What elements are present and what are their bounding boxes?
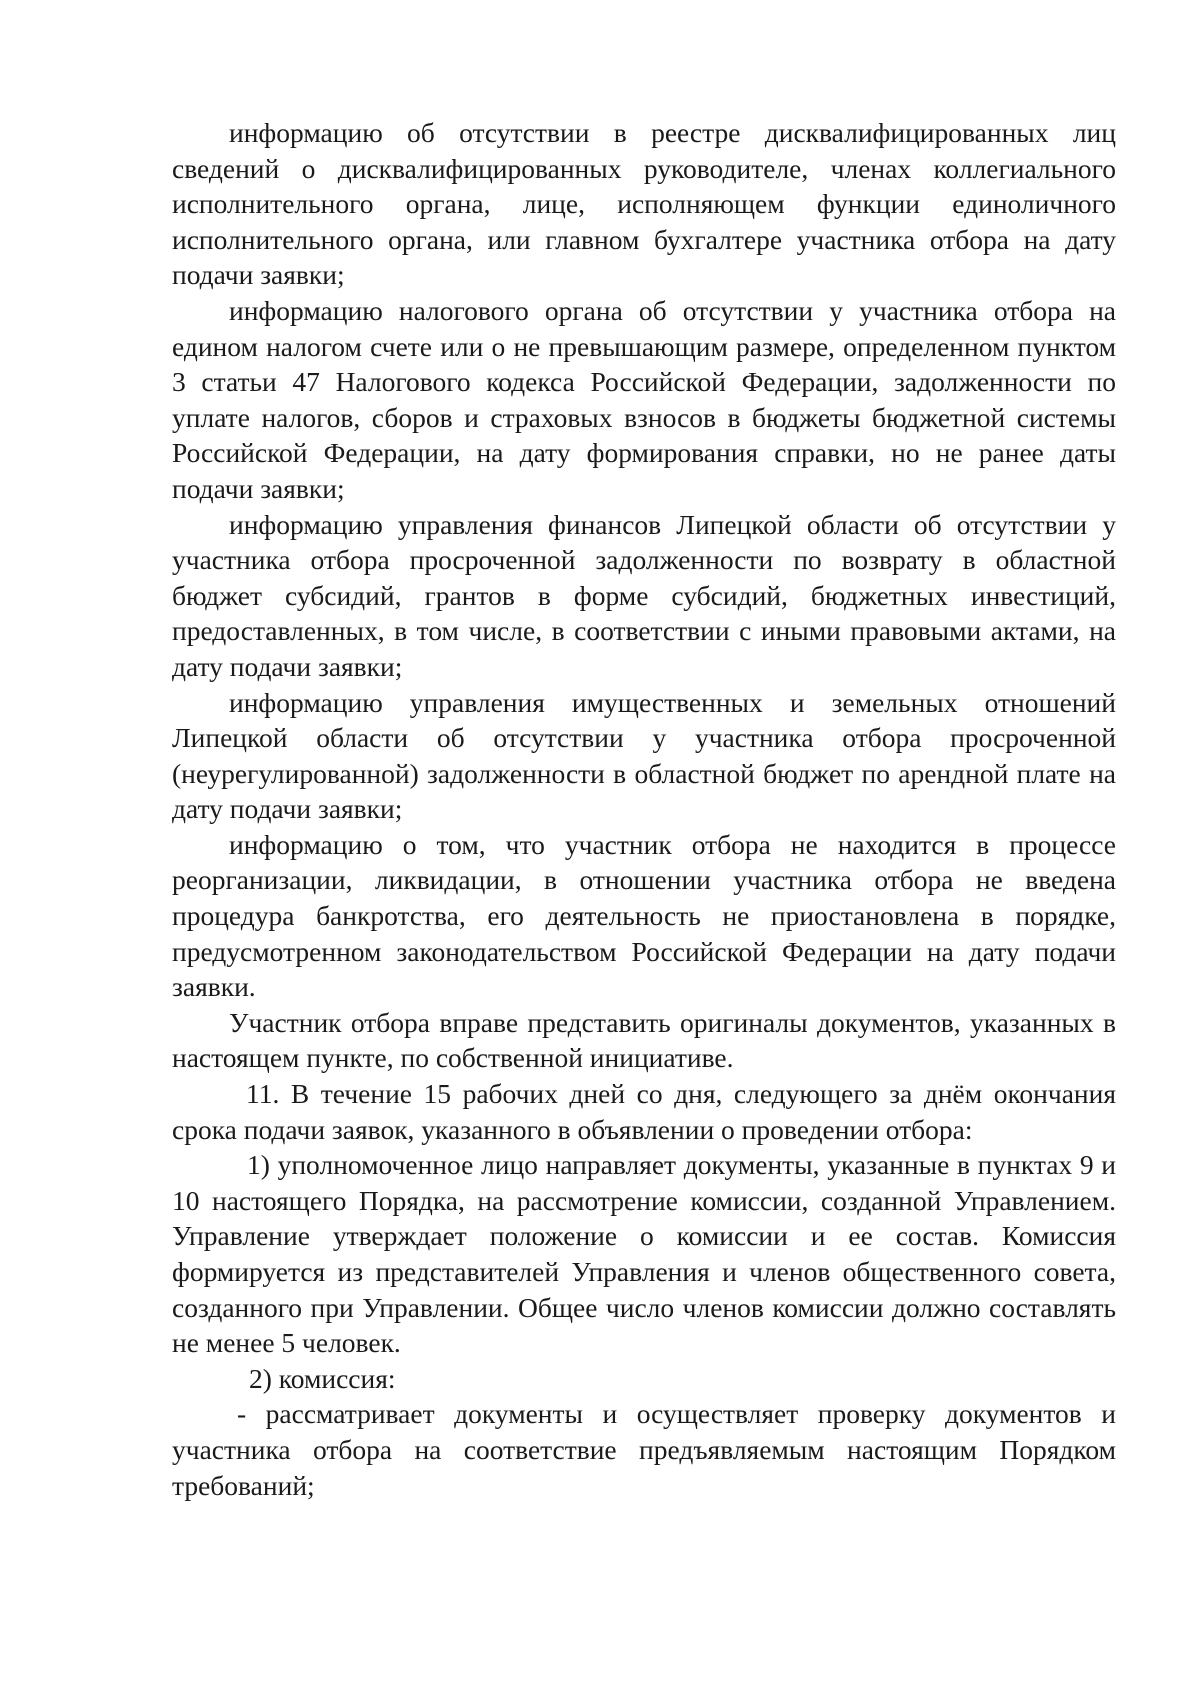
paragraph-originals-right: Участник отбора вправе представить оригиналы документов, указанных в настоящем пункте, по собственной инициативе. — [172, 1006, 1116, 1074]
document-body — [172, 115, 1116, 1503]
paragraph-tax-authority-info: информацию налогового органа об отсутствии у участника отбора на едином налогом счете или о не превышающим размере, определенном пунктом 3 статьи 47 Налогового кодекса Российской Федерации, задолженности по уплате налогов, сборов и страховых взносов в бюджеты бюджетной системы Российской Федерации, на дату формирования справки, но не ранее даты подачи заявки; — [172, 294, 1116, 504]
paragraph-commission-review: - рассматривает документы и осуществляет проверку документов и участника отбора на соответствие предъявляемым настоящим Порядком требований; — [172, 1398, 1116, 1501]
paragraph-disqualified-persons-info: информацию об отсутствии в реестре дисквалифицированных лиц сведений о дисквалифицированных руководителе, членах коллегиального исполнительного органа, лице, исполняющем функции единоличного исполнительного органа, или главном бухгалтере участника отбора на дату подачи заявки; — [172, 117, 1116, 291]
paragraph-finance-department-info: информацию управления финансов Липецкой области об отсутствии у участника отбора просроченной задолженности по возврату в областной бюджет субсидий, грантов в форме субсидий, бюджетных инвестиций, предоставленных, в том числе, в соответствии с иными правовыми актами, на дату подачи заявки; — [172, 508, 1116, 682]
paragraph-property-relations-info: информацию управления имущественных и земельных отношений Липецкой области об отсутствии у участника отбора просроченной (неурегулированной) задолженности в областной бюджет по арендной плате на дату подачи заявки; — [172, 686, 1116, 825]
paragraph-subitem-2: 2) комиссия: — [249, 1362, 396, 1394]
paragraph-subitem-1: 1) уполномоченное лицо направляет документы, указанные в пунктах 9 и 10 настоящего Порядка, на рассмотрение комиссии, созданной Управлением. Управление утверждает положение о комиссии и ее состав. Комиссия формируется из представителей Управления и членов общественного совета, созданного при Управлении. Общее число членов комиссии должно составлять не менее 5 человек. — [172, 1149, 1116, 1359]
paragraph-reorganization-info: информацию о том, что участник отбора не находится в процессе реорганизации, ликвидации, в отношении участника отбора не введена процедура банкротства, его деятельность не приостановлена в порядке, предусмотренном законодательством Российской Федерации на дату подачи заявки. — [172, 828, 1116, 1003]
paragraph-item-11: 11. В течение 15 рабочих дней со дня, следующего за днём окончания срока подачи заявок, указанного в объявлении о проведении отбора: — [172, 1078, 1116, 1145]
